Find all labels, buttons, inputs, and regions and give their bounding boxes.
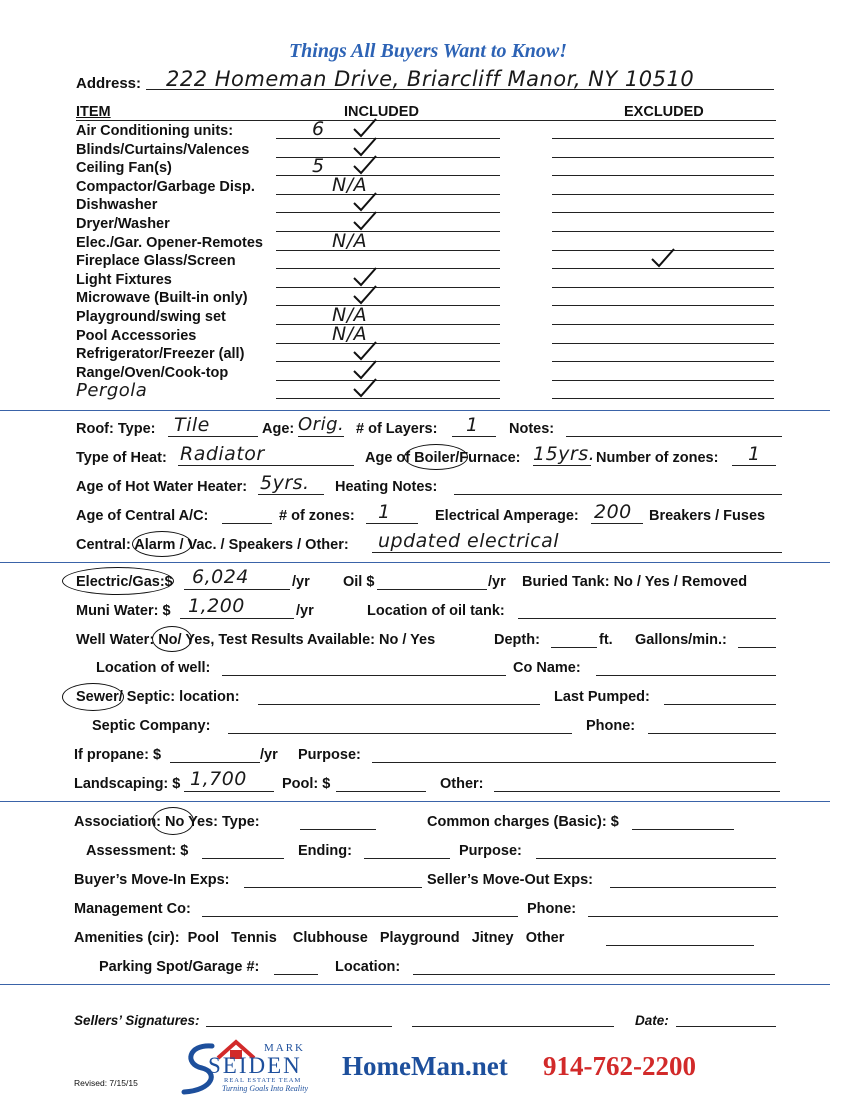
well-location-field[interactable] — [222, 675, 506, 676]
septic-company-label: Septic Company: — [92, 718, 211, 734]
per-yr: /yr — [260, 747, 278, 763]
propane-label: If propane: $ — [74, 747, 162, 763]
included-field[interactable] — [276, 343, 500, 344]
item-label: Refrigerator/Freezer (all) — [76, 346, 245, 363]
section-divider — [0, 410, 830, 411]
heat-type-field[interactable] — [178, 465, 354, 466]
common-charges-field[interactable] — [632, 829, 734, 830]
hot-water-label: Age of Hot Water Heater: — [76, 479, 248, 495]
included-field[interactable] — [276, 305, 500, 306]
per-yr: /yr — [488, 574, 506, 590]
excluded-field[interactable] — [552, 157, 774, 158]
muni-value: 1,200 — [188, 595, 245, 617]
alarm-option[interactable]: Alarm — [134, 537, 176, 553]
excluded-field[interactable] — [552, 287, 774, 288]
col-item-header: ITEM — [76, 104, 111, 120]
roof-layers-label: # of Layers: — [356, 421, 438, 437]
roof-age-label: Age: — [262, 421, 295, 437]
depth-field[interactable] — [551, 647, 597, 648]
seiden-logo — [178, 1036, 328, 1098]
ac-zones-field[interactable] — [366, 523, 418, 524]
excluded-field[interactable] — [552, 324, 774, 325]
item-label: Light Fixtures — [76, 271, 172, 288]
septic-company-field[interactable] — [228, 733, 572, 734]
signatures-label: Sellers’ Signatures: — [74, 1013, 200, 1028]
section-divider — [0, 984, 830, 985]
included-field[interactable] — [276, 138, 500, 139]
last-pumped-label: Last Pumped: — [554, 689, 650, 705]
included-field[interactable] — [276, 361, 500, 362]
parking-field[interactable] — [274, 974, 318, 975]
boiler-option[interactable]: Boiler — [414, 450, 456, 466]
assessment-purpose-label: Purpose: — [459, 843, 522, 859]
date-label: Date: — [635, 1013, 669, 1028]
septic-location-label: / Septic: location: — [118, 689, 240, 705]
phone-number[interactable]: 914-762-2200 — [543, 1051, 696, 1081]
landscaping-label: Landscaping: $ — [74, 776, 181, 792]
excluded-field[interactable] — [552, 361, 774, 362]
excluded-field[interactable] — [552, 380, 774, 381]
excluded-field[interactable] — [552, 231, 774, 232]
heat-type-value: Radiator — [180, 443, 265, 465]
excluded-field[interactable] — [552, 138, 774, 139]
septic-phone-label: Phone: — [586, 718, 636, 734]
pool-field[interactable] — [336, 791, 426, 792]
per-yr: /yr — [292, 574, 310, 590]
amperage-field[interactable] — [591, 523, 643, 524]
co-name-field[interactable] — [596, 675, 776, 676]
management-label: Management Co: — [74, 901, 191, 917]
landscaping-other-field[interactable] — [494, 791, 780, 792]
included-value: N/A — [332, 229, 368, 252]
signature-field-1[interactable] — [206, 1026, 392, 1027]
excluded-field[interactable] — [552, 194, 774, 195]
item-label: Air Conditioning units: — [76, 123, 234, 139]
item-label: Ceiling Fan(s) — [76, 160, 172, 177]
included-field[interactable] — [276, 212, 500, 213]
landscaping-value: 1,700 — [190, 768, 247, 790]
hot-water-value: 5yrs. — [260, 472, 310, 494]
gallons-label: Gallons/min.: — [635, 632, 727, 648]
col-included-header: INCLUDED — [344, 104, 419, 120]
management-field[interactable] — [202, 916, 518, 917]
included-field[interactable] — [276, 250, 500, 251]
excluded-field[interactable] — [552, 305, 774, 306]
header-underline — [76, 120, 776, 121]
well-no-option[interactable]: No — [158, 632, 178, 648]
well-no-circle — [152, 626, 192, 652]
item-label: Fireplace Glass/Screen — [76, 253, 236, 270]
ft-label: ft. — [599, 632, 613, 648]
signature-field-2[interactable] — [412, 1026, 614, 1027]
parking-label: Parking Spot/Garage #: — [99, 959, 260, 975]
buyer-exps-label: Buyer’s Move-In Exps: — [74, 872, 230, 888]
amperage-value: 200 — [594, 501, 632, 523]
age-of-label: Age of — [365, 450, 411, 466]
checkmark-icon — [650, 247, 676, 269]
included-value: N/A — [332, 304, 368, 326]
propane-purpose-field[interactable] — [372, 762, 776, 763]
electric-value: 6,024 — [192, 566, 249, 588]
well-options[interactable]: / Yes, Test Results Available: No / Yes — [177, 632, 436, 648]
association-no-option[interactable]: No — [165, 814, 185, 830]
included-field[interactable] — [276, 175, 500, 176]
hot-water-field[interactable] — [258, 494, 324, 495]
roof-type-value: Tile — [174, 414, 210, 436]
included-field[interactable] — [276, 231, 500, 232]
electric-gas-circle — [62, 567, 174, 595]
excluded-field[interactable] — [552, 398, 774, 399]
co-name-label: Co Name: — [513, 660, 581, 676]
address-value: 222 Homeman Drive, Briarcliff Manor, NY 10510 — [166, 67, 695, 91]
assessment-purpose-field[interactable] — [536, 858, 776, 859]
roof-type-field[interactable] — [168, 436, 258, 437]
included-field[interactable] — [276, 157, 500, 158]
muni-water-label: Muni Water: $ — [76, 603, 171, 619]
central-other-value: updated electrical — [378, 530, 560, 552]
ending-field[interactable] — [364, 858, 450, 859]
included-value: N/A — [332, 173, 368, 196]
electric-gas-label: Electric/Gas: — [76, 574, 165, 590]
heating-notes-field[interactable] — [454, 494, 782, 495]
included-field[interactable] — [276, 287, 500, 288]
roof-notes-field[interactable] — [566, 436, 782, 437]
roof-age-value: Orig. — [298, 414, 345, 435]
assessment-field[interactable] — [202, 858, 284, 859]
heat-age-field[interactable] — [533, 465, 591, 466]
item-label: Compactor/Garbage Disp. — [76, 178, 255, 195]
landscaping-field[interactable] — [184, 791, 274, 792]
logo-team: REAL ESTATE TEAM — [224, 1077, 302, 1084]
septic-phone-field[interactable] — [648, 733, 776, 734]
association-type-field[interactable] — [300, 829, 376, 830]
alarm-circle — [132, 531, 192, 557]
item-label: Dishwasher — [76, 197, 158, 214]
depth-label: Depth: — [494, 632, 540, 648]
sewer-circle — [62, 683, 124, 711]
logo-seiden: SEIDEN — [208, 1053, 302, 1078]
amperage-label: Electrical Amperage: — [435, 508, 579, 524]
well-location-label: Location of well: — [96, 660, 211, 676]
section-divider — [0, 801, 830, 802]
per-yr: /yr — [296, 603, 314, 619]
included-value: 5 — [312, 155, 325, 178]
excluded-check — [650, 247, 676, 269]
location-label: Location: — [335, 959, 401, 975]
heat-type-label: Type of Heat: — [76, 450, 167, 466]
oil-field[interactable] — [377, 589, 487, 590]
oil-label: Oil $ — [343, 574, 375, 590]
sewer-option[interactable]: Sewer — [76, 689, 119, 705]
amenities-other-field[interactable] — [606, 945, 754, 946]
logo-mark: MARK — [264, 1042, 306, 1054]
heating-notes-label: Heating Notes: — [335, 479, 438, 495]
buried-tank[interactable]: Buried Tank: No / Yes / Removed — [522, 574, 748, 590]
pool-label: Pool: $ — [282, 776, 331, 792]
included-field[interactable] — [276, 380, 500, 381]
item-label: Pergola — [76, 380, 148, 402]
date-field[interactable] — [676, 1026, 776, 1027]
location-field[interactable] — [413, 974, 775, 975]
roof-layers-value: 1 — [466, 414, 479, 436]
amenities-options[interactable]: Amenities (cir): Pool Tennis Clubhouse Playground Jitney Other — [74, 930, 565, 946]
assessment-label: Assessment: $ — [86, 843, 189, 859]
breakers-fuses[interactable]: Breakers / Fuses — [649, 508, 766, 524]
roof-notes-label: Notes: — [509, 421, 555, 437]
included-field[interactable] — [276, 324, 500, 325]
heat-age-value: 15yrs. — [533, 443, 596, 465]
col-excluded-header: EXCLUDED — [624, 104, 704, 120]
included-value: N/A — [332, 322, 368, 345]
roof-age-field[interactable] — [298, 436, 344, 437]
excluded-field[interactable] — [552, 343, 774, 344]
central-ac-label: Age of Central A/C: — [76, 508, 209, 524]
association-no-circle — [152, 807, 194, 835]
electric-field[interactable] — [184, 589, 290, 590]
excluded-field[interactable] — [552, 175, 774, 176]
item-label: Blinds/Curtains/Valences — [76, 141, 250, 158]
central-options[interactable]: / Vac. / Speakers / Other: — [179, 537, 349, 553]
item-label: Dryer/Washer — [76, 216, 170, 232]
common-charges-label: Common charges (Basic): $ — [427, 814, 619, 830]
septic-location-field[interactable] — [258, 704, 540, 705]
oil-location-field[interactable] — [518, 618, 776, 619]
seller-exps-field[interactable] — [610, 887, 776, 888]
item-label: Range/Oven/Cook-top — [76, 364, 229, 381]
revised-date: Revised: 7/15/15 — [74, 1078, 138, 1088]
included-check — [352, 377, 378, 399]
well-water-label: Well Water: — [76, 632, 155, 648]
roof-layers-field[interactable] — [452, 436, 496, 437]
address-label: Address: — [76, 75, 142, 92]
seller-exps-label: Seller’s Move-Out Exps: — [427, 872, 593, 888]
logo-tagline: Turning Goals Into Reality — [222, 1084, 308, 1093]
heat-zones-label: Number of zones: — [596, 450, 719, 466]
excluded-field[interactable] — [552, 212, 774, 213]
oil-location-label: Location of oil tank: — [367, 603, 505, 619]
included-field[interactable] — [276, 398, 500, 399]
item-label: Pool Accessories — [76, 327, 197, 344]
ac-zones-label: # of zones: — [279, 508, 355, 524]
item-label: Playground/swing set — [76, 309, 226, 325]
item-label: Microwave (Built-in only) — [76, 290, 248, 307]
included-field[interactable] — [276, 268, 500, 269]
roof-type-label: Roof: Type: — [76, 421, 156, 437]
website-link[interactable]: HomeMan.net — [342, 1051, 508, 1081]
included-field[interactable] — [276, 194, 500, 195]
furnace-option[interactable]: /Furnace: — [455, 450, 521, 466]
ending-label: Ending: — [298, 843, 352, 859]
item-label: Elec./Gar. Opener-Remotes — [76, 234, 263, 251]
gallons-field[interactable] — [738, 647, 776, 648]
central-ac-age-field[interactable] — [222, 523, 272, 524]
propane-field[interactable] — [170, 762, 260, 763]
buyer-exps-field[interactable] — [244, 887, 422, 888]
landscaping-other-label: Other: — [440, 776, 484, 792]
heat-zones-field[interactable] — [732, 465, 776, 466]
checkmark-icon — [352, 377, 378, 399]
last-pumped-field[interactable] — [664, 704, 776, 705]
page-title: Things All Buyers Want to Know! — [288, 40, 568, 62]
section-divider — [0, 562, 830, 563]
central-other-field[interactable] — [372, 552, 782, 553]
propane-purpose-label: Purpose: — [298, 747, 361, 763]
association-yes-type[interactable]: Yes: Type: — [188, 814, 260, 830]
ac-zones-value: 1 — [378, 501, 391, 523]
boiler-circle — [404, 444, 468, 470]
management-phone-label: Phone: — [527, 901, 577, 917]
management-phone-field[interactable] — [588, 916, 778, 917]
association-label: Association: — [74, 814, 162, 830]
included-value: 6 — [312, 118, 325, 140]
heat-zones-value: 1 — [748, 443, 761, 465]
central-label: Central: — [76, 537, 131, 553]
muni-field[interactable] — [180, 618, 294, 619]
